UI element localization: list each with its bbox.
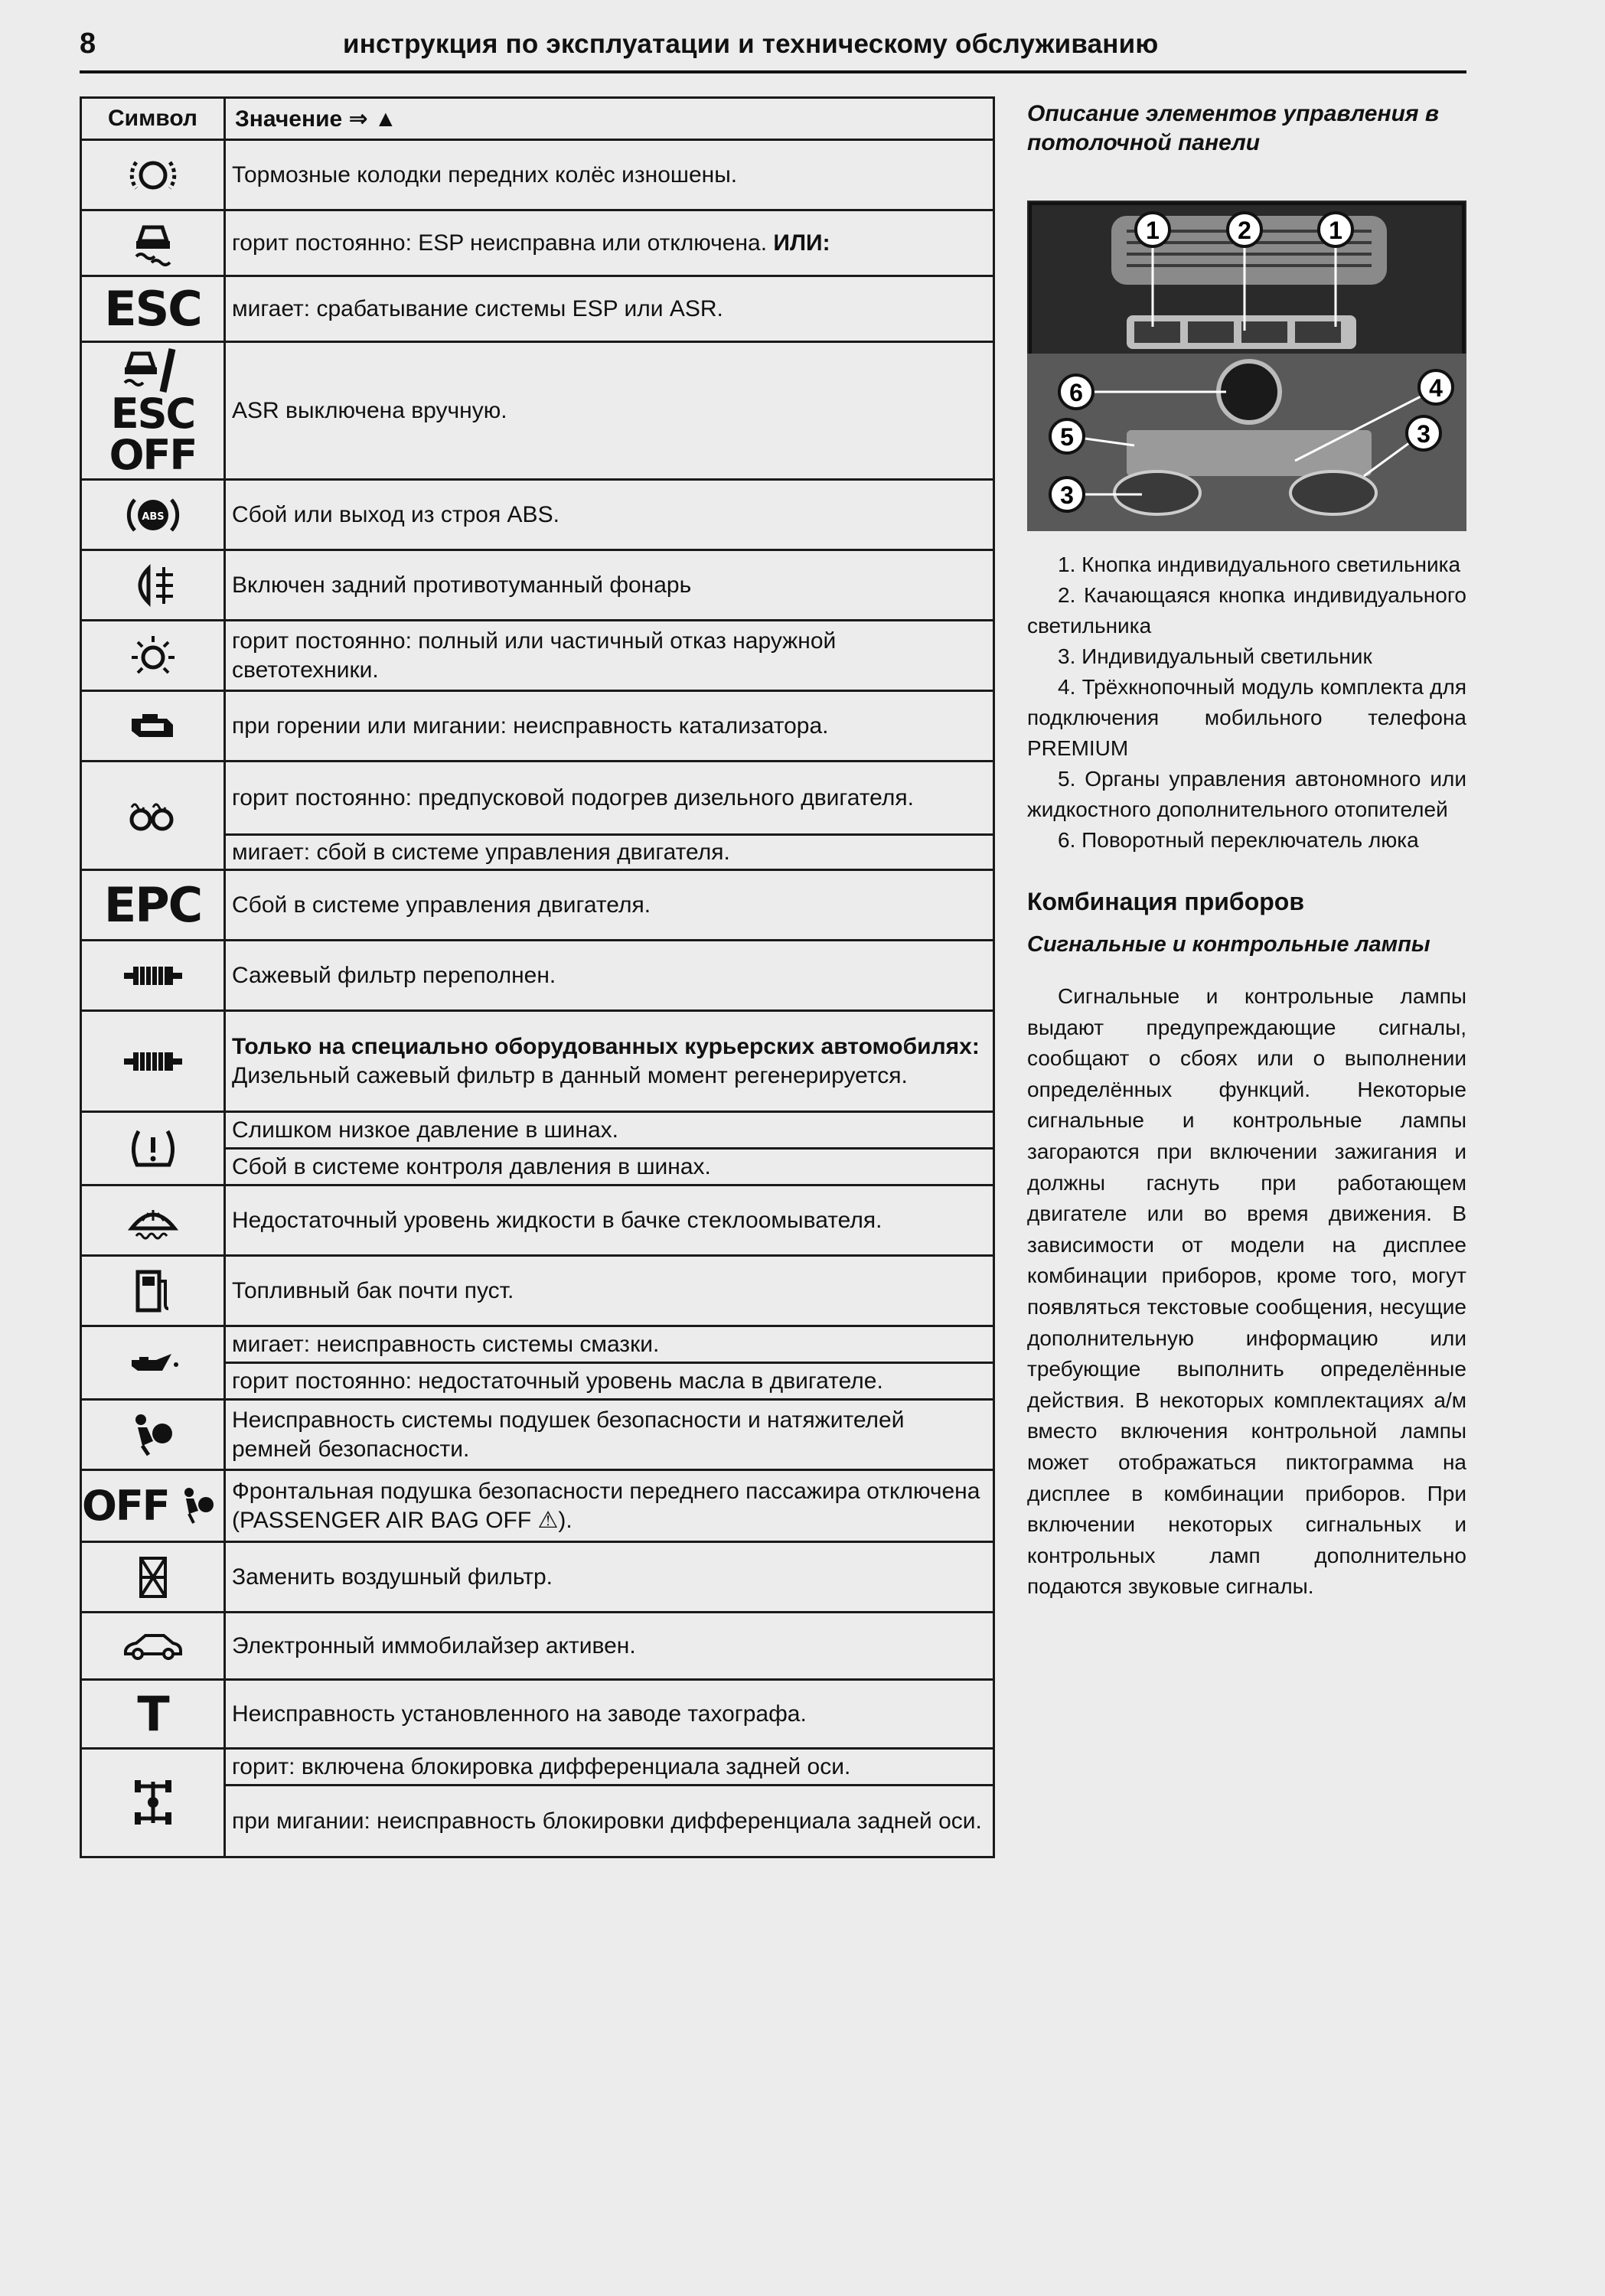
airbag-icon [81,1400,225,1470]
table-row [81,276,994,342]
meaning-soot-full: Сажевый фильтр переполнен. [225,941,994,1011]
epc-icon: EPC [81,870,225,941]
table-row [81,1542,994,1613]
abs-icon [81,480,225,550]
table-row [81,210,994,276]
table-row [81,1400,994,1470]
meaning-rear-fog: Включен задний противотуманный фонарь [225,550,994,621]
engine-icon [81,691,225,762]
meaning-fuel: Топливный бак почти пуст. [225,1256,994,1326]
callout-label: 2 [1238,217,1251,244]
passenger-airbag-off-icon: OFF [81,1470,225,1542]
table-row [81,1112,994,1149]
running-head: инструкция по эксплуатации и техническому обслуживанию [343,29,1159,59]
meaning-glow-blink: мигает: сбой в системе управления двигателя. [225,835,994,870]
esc-icon: ESC [81,276,225,342]
meaning-exterior-lights: горит постоянно: полный или частичный отказ наружной светотехники. [225,621,994,691]
list-item: 6. Поворотный переключатель люка [1058,828,1419,852]
meaning-oil-constant: горит постоянно: недостаточный уровень масла в двигателе. [225,1363,994,1400]
esc-off-icon: ESC OFF [81,342,225,480]
list-item: 4. Трёхкнопочный модуль комплекта для подключения мобильного телефона PREMIUM [1027,675,1466,760]
table-row [81,550,994,621]
meaning-diff-on: горит: включена блокировка дифференциала задней оси. [225,1749,994,1786]
list-item: 1. Кнопка индивидуального светильника [1058,553,1461,576]
table-row [81,1326,994,1363]
rear-fog-icon [81,550,225,621]
meaning-tire-system: Сбой в системе контроля давления в шинах. [225,1149,994,1186]
callout-label: 1 [1329,217,1342,244]
table-row [81,941,994,1011]
warning-triangle-icon: ▲ [374,106,397,132]
table-row [81,870,994,941]
exterior-light-icon [81,621,225,691]
list-item: 2. Качающаяся кнопка индивидуального светильника [1027,583,1466,638]
meaning-asr-off: ASR выключена вручную. [225,342,994,480]
table-row [81,1613,994,1680]
meaning-tire-low: Слишком низкое давление в шинах. [225,1112,994,1149]
table-row [81,1470,994,1542]
subsection-title: Сигнальные и контрольные лампы [1027,932,1430,957]
callout-label: 3 [1060,481,1074,509]
callout-label: 4 [1429,374,1443,402]
table-header-row [81,98,994,140]
table-row [81,1256,994,1326]
meaning-air-filter: Заменить воздушный фильтр. [225,1542,994,1613]
ceiling-panel-photo [1027,201,1466,531]
callout-label: 3 [1417,420,1430,448]
table-row [81,1186,994,1256]
table-row [81,1011,994,1112]
section-title: Комбинация приборов [1027,888,1304,915]
meaning-oil-blink: мигает: неисправность системы смазки. [225,1326,994,1363]
meaning-glow-constant: горит постоянно: предпусковой подогрев дизельного двигателя. [225,762,994,835]
brake-pad-icon [81,140,225,210]
callout-label: 6 [1069,379,1083,406]
meaning-esp-blink: мигает: срабатывание системы ESP или ASR. [225,276,994,342]
table-row [81,691,994,762]
or-label: ИЛИ: [773,230,830,256]
tire-pressure-icon [81,1112,225,1186]
table-row [81,1749,994,1786]
meaning-tachograph: Неисправность установленного на заводе тахографа. [225,1680,994,1749]
column-header-meaning: Значение ⇒ ▲ [225,98,994,140]
meaning-catalyst: при горении или мигании: неисправность катализатора. [225,691,994,762]
meaning-esp-constant: горит постоянно: ESP неисправна или отключена. ИЛИ: [225,210,994,276]
oil-can-icon [81,1326,225,1400]
meaning-diff-blink: при мигании: неисправность блокировки дифференциала задней оси. [225,1786,994,1857]
header-rule [80,70,1466,73]
table-row [81,480,994,550]
immobilizer-car-icon [81,1613,225,1680]
ceiling-panel-heading: Описание элементов управления в потолочной панели [1027,101,1440,155]
meaning-courier: Только на специально оборудованных курьерских автомобилях: Дизельный сажевый фильтр в данный момент регенерируется. [225,1011,994,1112]
table-row [81,621,994,691]
list-item: 3. Индивидуальный светильник [1058,644,1372,668]
soot-filter-regen-icon [81,1011,225,1112]
meaning-brake-pads: Тормозные колодки передних колёс изношены. [225,140,994,210]
body-paragraph: Сигнальные и контрольные лампы выдают предупреждающие сигналы, сообщают о сбоях или о выполнении определённых функций. Некоторые сигнальные и контрольные лампы загораются при включении зажигания и должны гаснуть при работающем двигателе или во время движения. В зависимости от модели на дисплее комбинации приборов, кроме того, могут появляться текстовые сообщения, несущие дополнительную информацию или требующие выполнить определённые действия. В некоторых комплектациях а/м вместо включения контрольной лампы может отображаться пиктограмма на дисплее в комбинации приборов. При включении некоторых сигнальных и контрольных ламп дополнительно подаются звуковые сигналы. [1027,984,1466,1599]
list-item: 5. Органы управления автономного или жидкостного дополнительного отопителей [1027,767,1466,821]
table-row [81,1680,994,1749]
page-number: 8 [80,28,96,60]
meaning-abs: Сбой или выход из строя ABS. [225,480,994,550]
column-header-symbol: Символ [81,98,225,140]
tachograph-icon: T [81,1680,225,1749]
table-row [81,342,994,480]
svg-text:ABS: ABS [141,510,165,523]
meaning-washer: Недостаточный уровень жидкости в бачке стеклоомывателя. [225,1186,994,1256]
meaning-airbag: Неисправность системы подушек безопасности и натяжителей ремней безопасности. [225,1400,994,1470]
esp-icon [81,210,225,276]
callout-label: 1 [1146,217,1160,244]
callout-label: 5 [1060,423,1074,451]
warning-lights-table [80,96,995,1858]
meaning-epc: Сбой в системе управления двигателя. [225,870,994,941]
soot-filter-icon [81,941,225,1011]
fuel-icon [81,1256,225,1326]
table-row [81,140,994,210]
differential-lock-icon [81,1749,225,1857]
meaning-immobilizer: Электронный иммобилайзер активен. [225,1613,994,1680]
ceiling-panel-legend [1027,550,1466,856]
glow-plug-icon [81,762,225,870]
table-row [81,762,994,835]
courier-note: Только на специально оборудованных курьерских автомобилях: [232,1033,980,1059]
air-filter-icon [81,1542,225,1613]
meaning-passenger-airbag: Фронтальная подушка безопасности переднего пассажира отключена (PASSENGER AIR BAG OFF ⚠). [225,1470,994,1542]
washer-fluid-icon [81,1186,225,1256]
